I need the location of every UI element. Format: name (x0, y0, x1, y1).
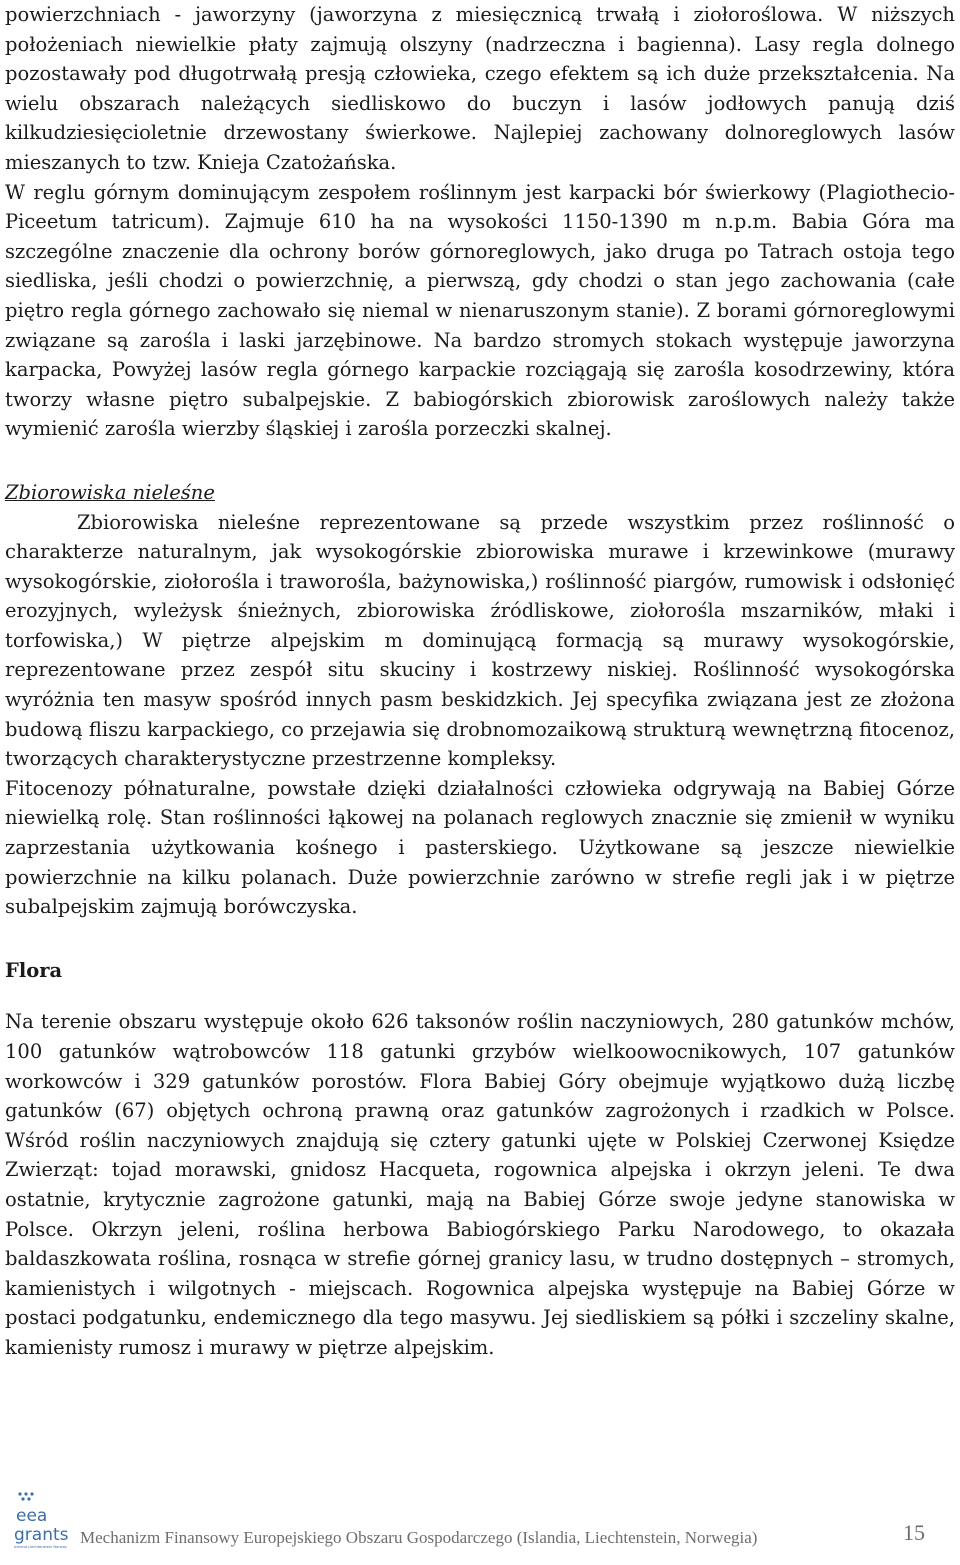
logo-text-grants: grants (14, 1525, 69, 1545)
section-title-nonforest: Zbiorowiska nieleśne (5, 480, 215, 504)
logo-text-eea: eea (16, 1506, 48, 1526)
paragraph-upper-montane-forests: W reglu górnym dominującym zespołem roślinnym jest karpacki bór świerkowy (Plagiothecio-Piceetum tatricum). Zajmuje 610 ha na wysokości 1150-1390 m n.p.m. Babia Góra ma szczególne znaczenie dla ochrony borów górnoreglowych, jako druga po Tatrach ostoja tego siedliska, jeśli chodzi o powierzchnię, a pierwszą, gdy chodzi o stan jego zachowania (całe piętro regla górnego zachowało się niemal w nienaruszonym stanie). Z borami górnoreglowymi związane są zarośla i laski jarzębinowe. Na bardzo stromych stokach występuje jaworzyna karpacka, Powyżej lasów regla górnego karpackie rozciągają się zarośla kosodrzewiny, która tworzy własne piętro subalpejskie. Z babiogórskich zbiorowisk zaroślowych należy także wymienić zarośla wierzby śląskiej i zarośla porzeczki skalnej. (5, 180, 955, 441)
paragraph-nonforest-natural: Zbiorowiska nieleśne reprezentowane są przede wszystkim przez roślinność o charakterze naturalnym, jak wysokogórskie zbiorowiska murawe i krzewinkowe (murawy wysokogórskie, ziołorośla i traworośla, bażynowiska,) roślinność piargów, rumowisk i odsłonięć erozyjnych, wyleżysk śnieżnych, zbiorowiska źródliskowe, ziołorośla mszarników, młaki i torfowiska,) W piętrze alpejskim m dominującą formacją są murawy wysokogórskie, reprezentowane przez zespół situ skuciny i kostrzewy niskiej. Roślinność wysokogórska wyróżnia ten masyw spośród innych pasm beskidzkich. Jej specyfika związana jest ze złożona budową fliszu karpackiego, co przejawia się drobnomozaikową strukturą wewnętrzną fitocenoz, tworzących charakterystyczne przestrzenne kompleksy. (5, 510, 955, 771)
paragraph-lower-montane-forests: powierzchniach - jaworzyny (jaworzyna z miesięcznicą trwałą i ziołoroślowa. W niższych położeniach niewielkie płaty zajmują olszyny (nadrzeczna i bagienna). Lasy regla dolnego pozostawały pod długotrwałą presją człowieka, czego efektem są ich duże przekształcenia. Na wielu obszarach należących siedliskowo do buczyn i lasów jodłowych panują dziś kilkudziesięcioletnie drzewostany świerkowe. Najlepiej zachowany dolnoreglowych lasów mieszanych to tzw. Knieja Czatożańska. (5, 3, 955, 174)
eea-grants-logo-mark (18, 1492, 33, 1500)
section-title-flora: Flora (5, 958, 63, 982)
document-page (5, 0, 955, 1363)
paragraph-flora: Na terenie obszaru występuje około 626 taksonów roślin naczyniowych, 280 gatunków mchów, 100 gatunków wątrobowców 118 gatunki grzybów wielkoowocnikowych, 107 gatunków workowców i 329 gatunków porostów. Flora Babiej Góry obejmuje wyjątkowo dużą liczbę gatunków (67) objętych ochroną prawną oraz gatunków zagrożonych i rzadkich w Polsce. Wśród roślin naczyniowych znajdują się cztery gatunki ujęte w Polskiej Czerwonej Księdze Zwierząt: tojad morawski, gnidosz Hacqueta, rogownica alpejska i okrzyn jeleni. Te dwa ostatnie, krytycznie zagrożone gatunki, mają na Babiej Górze swoje jedyne stanowiska w Polsce. Okrzyn jeleni, roślina herbowa Babiogórskiego Parku Narodowego, to okazała baldaszkowata roślina, rosnąca w strefie górnej granicy lasu, w trudno dostępnych – stromych, kamienistych i wilgotnych - miejscach. Rogownica alpejska występuje na Babiej Górze w postaci podgatunku, endemicznego dla tego masywu. Jej siedliskiem są półki i szczeliny skalne, kamienisty rumosz i murawy w piętrze alpejskim. (5, 1010, 955, 1359)
eea-grants-logo (12, 1488, 76, 1558)
logo-tagline: Iceland Liechtenstein Norway (14, 1545, 68, 1549)
page-number: 15 (903, 1520, 925, 1545)
paragraph-nonforest-seminatural: Fitocenozy półnaturalne, powstałe dzięki działalności człowieka odgrywają na Babiej Górze niewielką rolę. Stan roślinności łąkowej na polanach reglowych znacznie się zmienił w wyniku zaprzestania użytkowania kośnego i pasterskiego. Użytkowane są jeszcze niewielkie powierzchnie na kilku polanach. Duże powierzchnie zarówno w strefie regli jak i w piętrze subalpejskim zajmują borówczyska. (5, 776, 955, 919)
footer-text: Mechanizm Finansowy Europejskiego Obszaru Gospodarczego (Islandia, Liechtenstein, Norwegia) (80, 1528, 758, 1547)
page-footer (0, 1488, 960, 1565)
